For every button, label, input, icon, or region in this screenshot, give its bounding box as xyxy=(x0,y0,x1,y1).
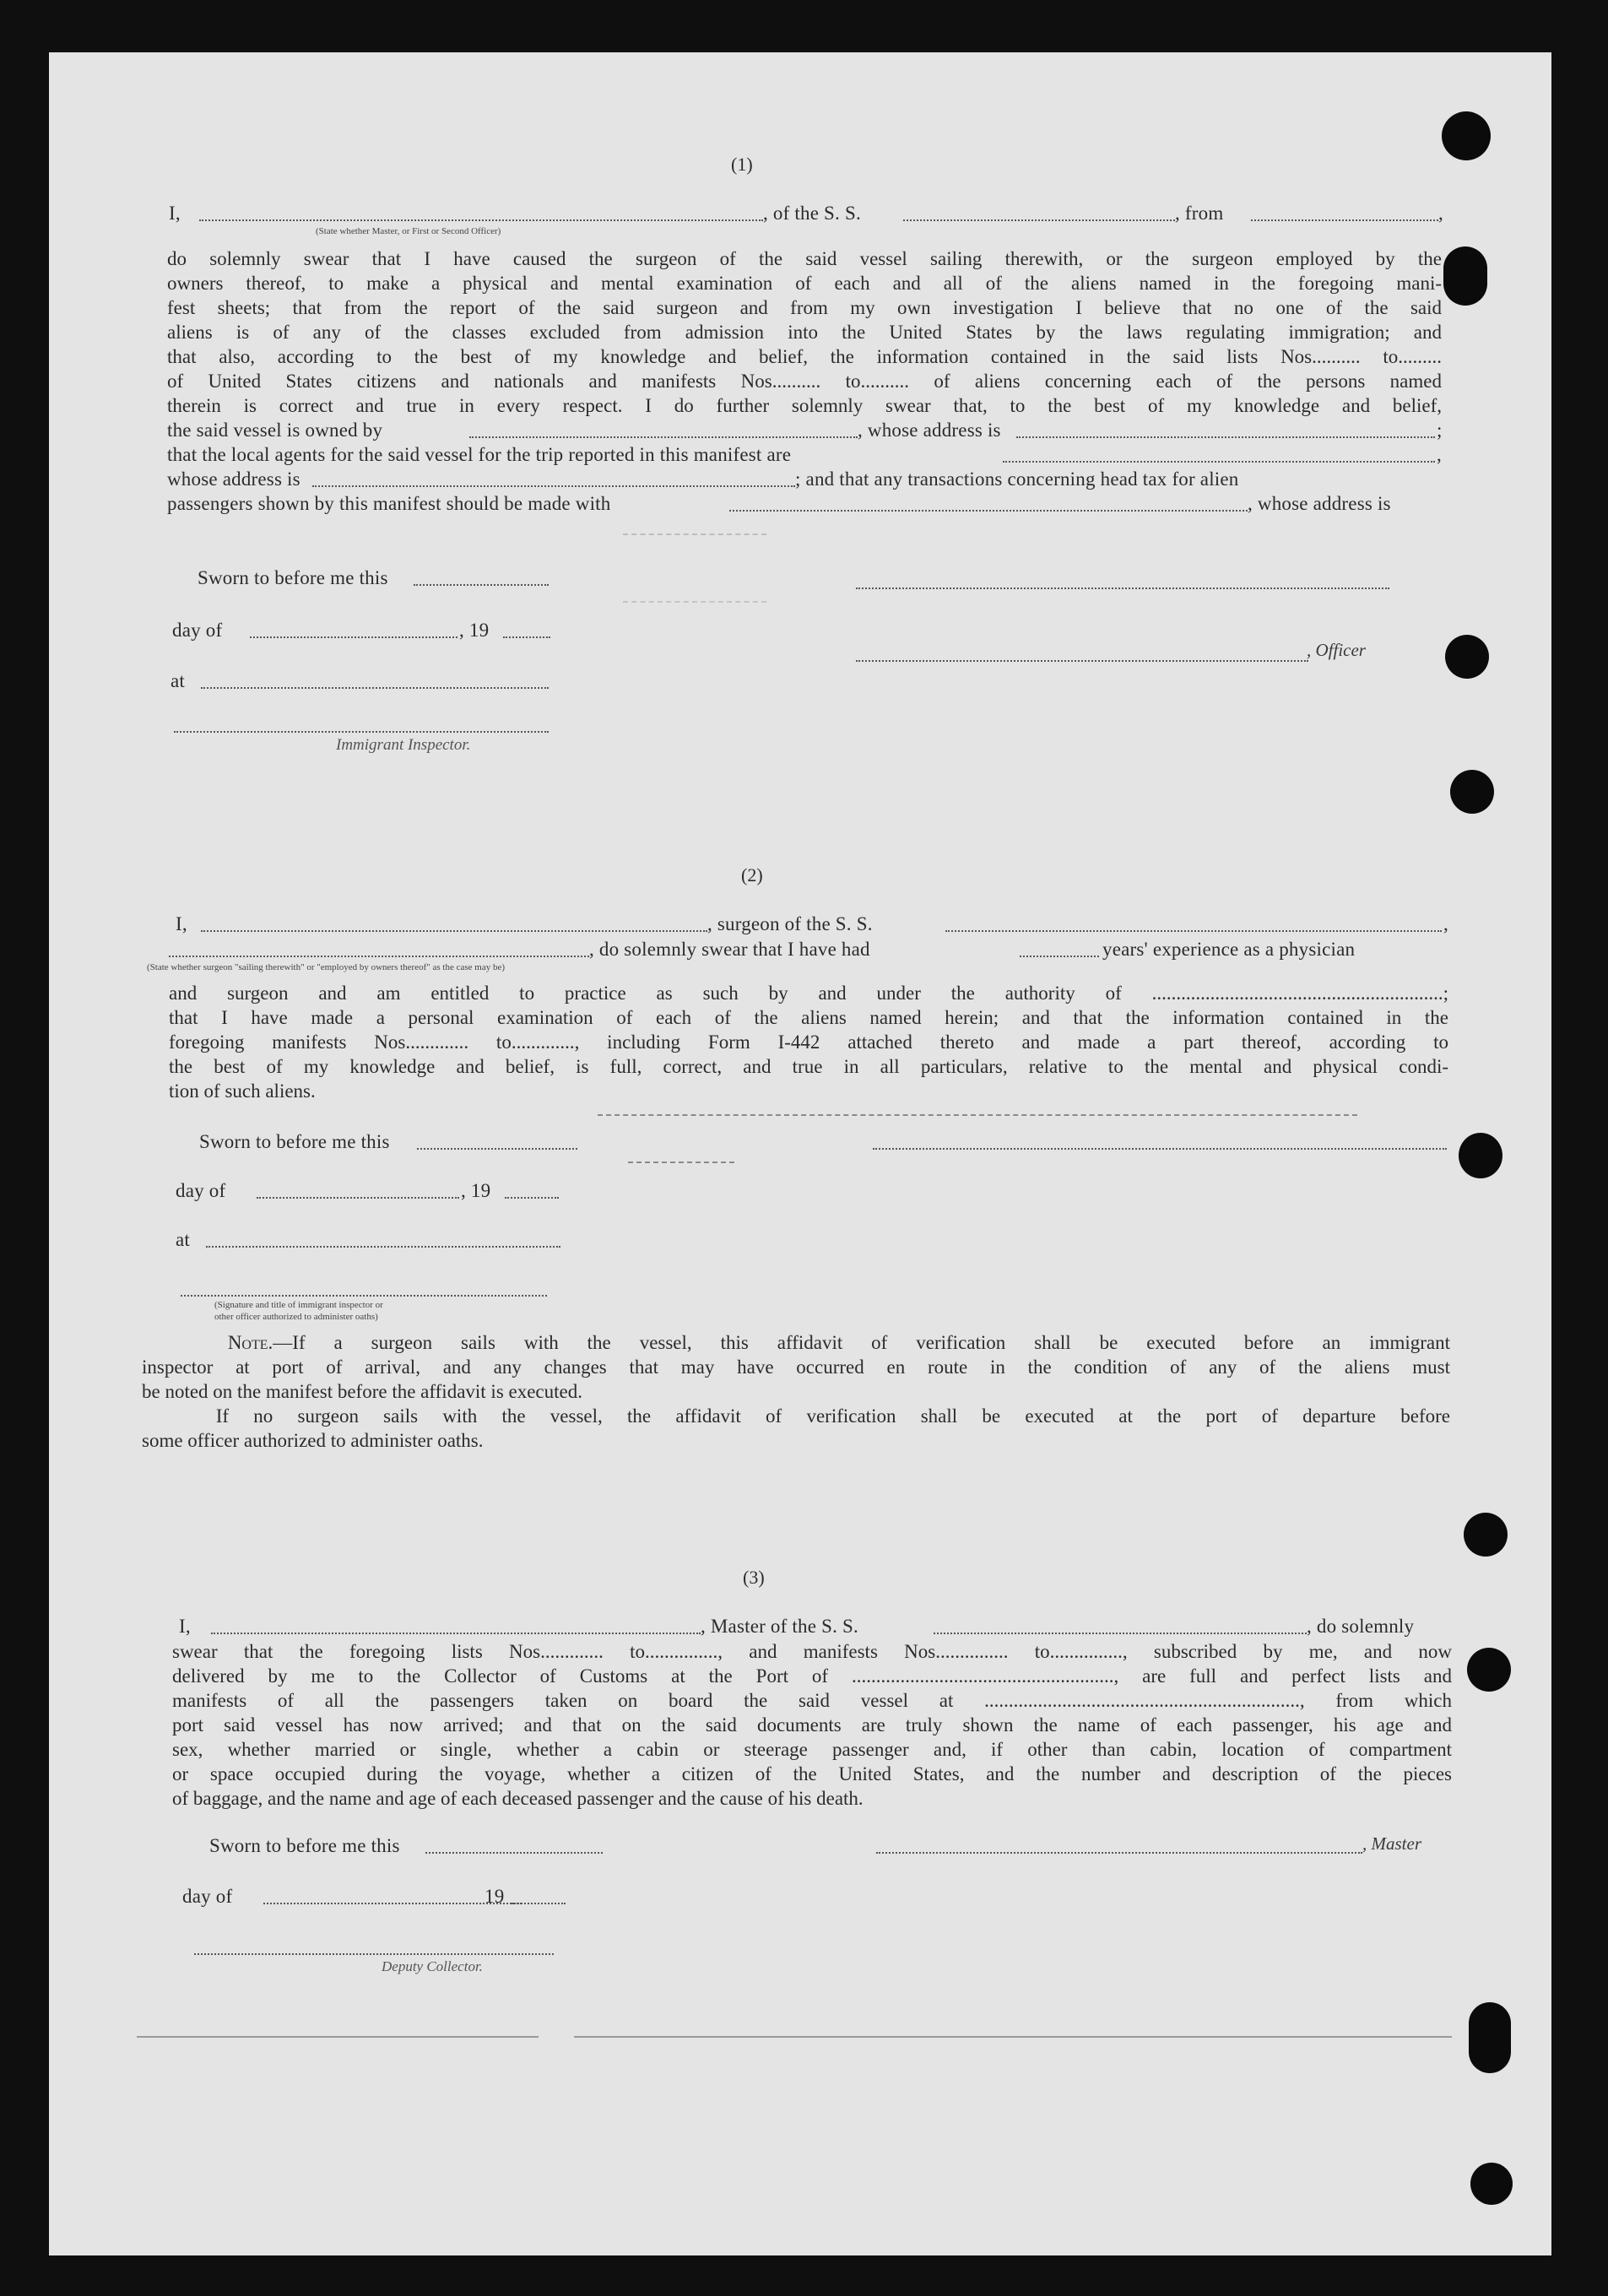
punch-hole-5 xyxy=(1459,1133,1502,1178)
s2-sworn: Sworn to before me this xyxy=(199,1131,390,1152)
s1-line1-ofss: , of the S. S. xyxy=(763,203,861,224)
s2-sig-note-1: (Signature and title of immigrant inspector or xyxy=(214,1300,383,1310)
s1-inspector-signature-field[interactable] xyxy=(174,731,549,733)
s2-years-field[interactable] xyxy=(1020,956,1099,957)
s1-head-tax-contact-field[interactable] xyxy=(729,510,1248,512)
s1-line1-note: (State whether Master, or First or Second Officer) xyxy=(316,226,501,236)
s2-note-text: —If a surgeon sails with the vessel, this affidavit of verification shall be executed before an immigrant xyxy=(273,1332,1451,1353)
bottom-rule-right xyxy=(574,2036,1452,2038)
s3-deputy-label: Deputy Collector. xyxy=(382,1958,483,1974)
s3-day-of: day of xyxy=(182,1886,233,1907)
punch-hole-2 xyxy=(1443,246,1487,306)
s1-body-line: do solemnly swear that I have caused the surgeon of the said vessel sailing therewith, or the surgeon employed by the xyxy=(167,248,1442,269)
s3-line1-master: , Master of the S. S. xyxy=(701,1616,858,1637)
s1-body-line: fest sheets; that from the report of the said surgeon and from my own investigation I believe that no one of the said xyxy=(167,297,1442,318)
punch-hole-1 xyxy=(1442,111,1491,160)
s2-body-line: foregoing manifests Nos............. to............., including Form I-442 attached thereto and made a part thereof, according to xyxy=(169,1032,1448,1053)
s2-at-field[interactable] xyxy=(206,1246,560,1248)
s1-body-line: owners thereof, to make a physical and mental examination of each and all of the aliens named in the foregoing mani- xyxy=(167,273,1442,294)
s1-day-of: day of xyxy=(172,620,223,641)
s2-line2-years: years' experience as a physician xyxy=(1102,939,1356,960)
s1-line1-end: , xyxy=(1438,203,1443,224)
s2-separator xyxy=(598,1114,1357,1116)
s3-body-line: or space occupied during the voyage, whether a citizen of the United States, and the number and description of the pieces xyxy=(172,1763,1452,1784)
s3-body-line: delivered by me to the Collector of Customs at the Port of ......................................................, are full and perfect lists and xyxy=(172,1665,1452,1687)
s2-at: at xyxy=(176,1229,190,1250)
punch-hole-8 xyxy=(1469,2002,1511,2073)
s2-sailing-status-field[interactable] xyxy=(169,956,589,957)
faint-stamp-mark xyxy=(623,533,766,535)
s1-passengers-addr: , whose address is xyxy=(1248,493,1391,514)
s2-note-line xyxy=(142,1404,1450,1428)
s1-agents-field[interactable] xyxy=(1003,461,1435,463)
s1-owned-addr: , whose address is xyxy=(858,420,1001,441)
s3-deputy-signature-field[interactable] xyxy=(194,1953,554,1955)
s2-line1-end: , xyxy=(1443,913,1448,934)
bottom-rule-left xyxy=(137,2036,539,2038)
s3-sworn: Sworn to before me this xyxy=(209,1835,400,1856)
s3-line1-swear: , do solemnly xyxy=(1307,1616,1415,1637)
s3-line1-i: I, xyxy=(179,1616,191,1637)
s2-year-field[interactable] xyxy=(505,1197,559,1199)
s3-master-name-field[interactable] xyxy=(211,1633,701,1634)
s3-body-line: swear that the foregoing lists Nos............. to..............., and manifests Nos............... to..............., subscribed by me, and now xyxy=(172,1641,1452,1662)
s2-note xyxy=(142,1330,1450,1453)
s1-sworn-field[interactable] xyxy=(414,584,549,586)
manifest-form-sheet xyxy=(49,52,1551,2255)
s2-body xyxy=(169,981,1448,1103)
punch-hole-6 xyxy=(1464,1513,1508,1557)
s1-officer-signature-field[interactable] xyxy=(856,660,1308,662)
s2-inspector-signature-field[interactable] xyxy=(181,1295,547,1297)
s1-line1-i: I, xyxy=(169,203,181,224)
s2-line1-i: I, xyxy=(176,913,187,934)
s1-year-field[interactable] xyxy=(503,636,550,638)
s3-master-signature-field[interactable] xyxy=(876,1852,1362,1854)
s3-day-field[interactable] xyxy=(263,1903,522,1904)
s1-owner-address-field[interactable] xyxy=(1016,436,1435,438)
section-1-number: (1) xyxy=(731,154,753,175)
s1-whose-addr: whose address is xyxy=(167,468,300,490)
s1-owner-field[interactable] xyxy=(469,436,858,438)
s1-at-field[interactable] xyxy=(201,687,549,689)
s2-sworn-field[interactable] xyxy=(417,1148,577,1150)
s1-body xyxy=(167,246,1442,418)
s1-body-line: aliens is of any of the classes excluded from admission into the United States by the laws regulating immigration; and xyxy=(167,322,1442,343)
s1-year: , 19 xyxy=(459,620,490,641)
s1-head-tax: ; and that any transactions concerning head tax for alien xyxy=(795,468,1239,490)
s2-sig-note-2: other officer authorized to administer oaths) xyxy=(214,1312,378,1322)
punch-hole-4 xyxy=(1450,770,1494,814)
s1-officer-name-field[interactable] xyxy=(199,219,763,221)
s2-line1-surgeon: , surgeon of the S. S. xyxy=(707,913,873,934)
s2-day-of: day of xyxy=(176,1180,226,1201)
punch-hole-9 xyxy=(1470,2163,1513,2205)
s1-sworn: Sworn to before me this xyxy=(198,567,388,588)
s3-year: 19 xyxy=(485,1886,505,1907)
s1-officer-signature-top-field[interactable] xyxy=(856,588,1389,589)
s1-agents-end: , xyxy=(1437,444,1442,465)
s2-surgeon-signature-field[interactable] xyxy=(873,1148,1447,1150)
s2-note-line xyxy=(142,1330,1450,1355)
s2-line2-swear: , do solemnly swear that I have had xyxy=(589,939,870,960)
s2-surgeon-name-field[interactable] xyxy=(201,930,707,932)
punch-hole-3 xyxy=(1445,635,1489,679)
faint-stamp-mark xyxy=(623,601,766,603)
s2-note-line: some officer authorized to administer oaths. xyxy=(142,1430,484,1451)
s2-short-dash xyxy=(628,1162,734,1163)
s1-passengers: passengers shown by this manifest should be made with xyxy=(167,493,611,514)
s2-vessel-field[interactable] xyxy=(945,930,1442,932)
s1-agents: that the local agents for the said vessel for the trip reported in this manifest are xyxy=(167,444,792,465)
s1-agents-address-field[interactable] xyxy=(312,485,795,487)
s2-year: , 19 xyxy=(461,1180,491,1201)
s3-body-line: port said vessel has now arrived; and that on the said documents are truly shown the name of each passenger, his age and xyxy=(172,1714,1452,1736)
s1-officer-label: , Officer xyxy=(1307,640,1366,660)
s3-master-label: , Master xyxy=(1362,1833,1421,1854)
s2-note-line: inspector at port of arrival, and any changes that may have occurred en route in the condition of any of the aliens must xyxy=(142,1356,1450,1378)
s2-body-line: and surgeon and am entitled to practice as such by and under the authority of ............................................................; xyxy=(169,983,1448,1004)
s2-body-line: tion of such aliens. xyxy=(169,1080,316,1102)
s1-body-line: of United States citizens and nationals and manifests Nos.......... to.......... of aliens concerning each of the persons named xyxy=(167,371,1442,392)
section-3-number: (3) xyxy=(743,1567,765,1588)
s2-note-label: Note. xyxy=(227,1332,273,1353)
s3-vessel-field[interactable] xyxy=(934,1633,1307,1634)
s1-day-field[interactable] xyxy=(250,636,457,638)
s1-owned-by: the said vessel is owned by xyxy=(167,420,383,441)
s3-year-field[interactable] xyxy=(512,1903,566,1904)
s1-owned-end: ; xyxy=(1437,420,1443,441)
s3-body-line: manifests of all the passengers taken on board the said vessel at ................................................................., from which xyxy=(172,1690,1452,1711)
s1-body-line: therein is correct and true in every respect. I do further solemnly swear that, to the best of my knowledge and belief, xyxy=(167,395,1442,416)
s2-body-line: that I have made a personal examination of each of the aliens named herein; and that the information contained in the xyxy=(169,1007,1448,1028)
s2-note2-text: If no surgeon sails with the vessel, the affidavit of verification shall be executed at the port of departure before xyxy=(215,1405,1450,1427)
s3-body-line: of baggage, and the name and age of each deceased passenger and the cause of his death. xyxy=(172,1788,864,1809)
s3-sworn-field[interactable] xyxy=(425,1852,603,1854)
s1-inspector-label: Immigrant Inspector. xyxy=(336,736,471,754)
s1-vessel-name-field[interactable] xyxy=(903,219,1175,221)
s2-body-line: the best of my knowledge and belief, is full, correct, and true in all particulars, relative to the mental and physical condi- xyxy=(169,1056,1448,1077)
s2-note-line: be noted on the manifest before the affidavit is executed. xyxy=(142,1381,582,1402)
s2-day-field[interactable] xyxy=(257,1197,459,1199)
s2-line2-note: (State whether surgeon "sailing therewith" or "employed by owners thereof" as the case may be) xyxy=(147,962,506,972)
s1-at: at xyxy=(171,670,185,691)
s1-line1-from: , from xyxy=(1175,203,1224,224)
s1-body-line: that also, according to the best of my knowledge and belief, the information contained in the said lists Nos.......... to......... xyxy=(167,346,1442,367)
section-2-number: (2) xyxy=(741,864,763,885)
s3-body-line: sex, whether married or single, whether a cabin or steerage passenger and, if other than cabin, location of compartment xyxy=(172,1739,1452,1760)
s3-body xyxy=(172,1639,1452,1811)
punch-hole-7 xyxy=(1467,1648,1511,1692)
s1-from-field[interactable] xyxy=(1251,219,1438,221)
